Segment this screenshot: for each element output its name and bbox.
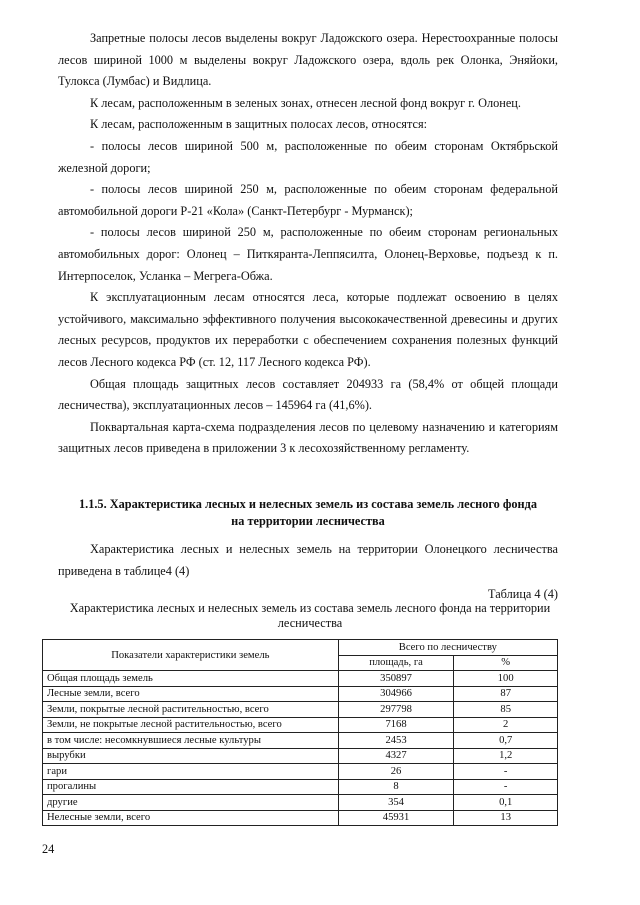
table-row: [43, 686, 558, 702]
row-percent: 1,2: [454, 748, 558, 764]
row-percent: 0,7: [454, 733, 558, 749]
row-percent: 13: [454, 810, 558, 826]
paragraph-exploitation-forests: К эксплуатационным лесам относятся леса, которые подлежат освоению в целях устойчивого, максимально эффективного получения высококачественной древесины и других лесных ресурсов, продуктов их переработки с обеспечением сохранения полезных функций лесов Лесного кодекса РФ (ст. 12, 117 Лесного кодекса РФ).: [58, 290, 558, 369]
row-label: прогалины: [43, 779, 339, 795]
table-row: [43, 671, 558, 687]
paragraph-total-area: Общая площадь защитных лесов составляет 204933 га (58,4% от общей площади лесничества), эксплуатационных лесов – 145964 га (41,6%).: [58, 376, 558, 413]
table-caption: Характеристика лесных и нелесных земель из состава земель лесного фонда на территории лесничества: [69, 601, 551, 630]
row-area: 8: [338, 779, 454, 795]
header-indicators: Показатели характеристики земель: [43, 640, 339, 671]
row-percent: 85: [454, 702, 558, 718]
list-item-federal-road: - полосы лесов шириной 250 м, расположенные по обеим сторонам федеральной автомобильной дороги Р-21 «Кола» (Санкт-Петербург - Мурманск);: [58, 182, 558, 218]
row-percent: -: [454, 779, 558, 795]
header-total: Всего по лесничеству: [338, 640, 557, 656]
row-percent: 87: [454, 686, 558, 702]
section-heading-line2: на территории лесничества: [231, 514, 385, 528]
row-percent: -: [454, 764, 558, 780]
row-area: 304966: [338, 686, 454, 702]
table-row: [43, 764, 558, 780]
paragraph-green-zones: К лесам, расположенным в зеленых зонах, отнесен лесной фонд вокруг г. Олонец.: [90, 95, 521, 110]
paragraph-prohibited-strips: Запретные полосы лесов выделены вокруг Ладожского озера. Нерестоохранные полосы лесов шириной 1000 м выделены вокруг Ладожского озера, вдоль рек Олонка, Эняйоки, Тулокса (Лумбас) и Видлица.: [58, 31, 558, 89]
table-row: [43, 717, 558, 733]
section-heading-line1: 1.1.5. Характеристика лесных и нелесных земель из состава земель лесного фонда: [78, 497, 538, 511]
table-row: [43, 733, 558, 749]
table-label: Таблица 4 (4): [487, 587, 558, 601]
table-header-row: [43, 640, 558, 656]
row-label: в том числе: несомкнувшиеся лесные культуры: [43, 733, 339, 749]
row-percent: 100: [454, 671, 558, 687]
row-label: вырубки: [43, 748, 339, 764]
row-percent: 0,1: [454, 795, 558, 811]
land-characteristics-table: [42, 639, 558, 826]
row-area: 297798: [338, 702, 454, 718]
table-row: [43, 779, 558, 795]
header-area: площадь, га: [338, 655, 454, 671]
page-number: 24: [42, 842, 55, 856]
row-label: Земли, покрытые лесной растительностью, всего: [43, 702, 339, 718]
row-area: 45931: [338, 810, 454, 826]
header-percent: %: [454, 655, 558, 671]
row-label: другие: [43, 795, 339, 811]
row-area: 2453: [338, 733, 454, 749]
table-row: [43, 795, 558, 811]
row-label: Лесные земли, всего: [43, 686, 339, 702]
table-row: [43, 748, 558, 764]
paragraph-protective-strips-intro: К лесам, расположенным в защитных полосах лесов, относятся:: [90, 117, 428, 132]
paragraph-map-reference: Поквартальная карта-схема подразделения лесов по целевому назначению и категориям защитных лесов приведена в приложении 3 к лесохозяйственному регламенту.: [58, 419, 558, 456]
table-row: [43, 810, 558, 826]
section-heading: [58, 496, 558, 530]
table-intro: [58, 539, 558, 582]
list-item-railway: - полосы лесов шириной 500 м, расположенные по обеим сторонам Октябрьской железной дороги;: [58, 138, 558, 175]
row-area: 354: [338, 795, 454, 811]
row-area: 26: [338, 764, 454, 780]
row-label: Нелесные земли, всего: [43, 810, 339, 826]
row-label: Земли, не покрытые лесной растительностью, всего: [43, 717, 339, 733]
table-row: [43, 702, 558, 718]
row-area: 7168: [338, 717, 454, 733]
list-item-regional-roads: - полосы лесов шириной 250 м, расположенные по обеим сторонам региональных автомобильных дорог: Олонец – Питкяранта-Леппясилта, Олонец-Верховье, подъезд к п. Интерпоселок, Усланка – Мегрега-Обжа.: [58, 225, 558, 283]
row-area: 4327: [338, 748, 454, 764]
row-area: 350897: [338, 671, 454, 687]
table-intro-text: Характеристика лесных и нелесных земель на территории Олонецкого лесничества приведена в таблице4 (4): [58, 542, 558, 578]
row-label: гари: [43, 764, 339, 780]
body-text: [58, 28, 558, 460]
row-percent: 2: [454, 717, 558, 733]
row-label: Общая площадь земель: [43, 671, 339, 687]
